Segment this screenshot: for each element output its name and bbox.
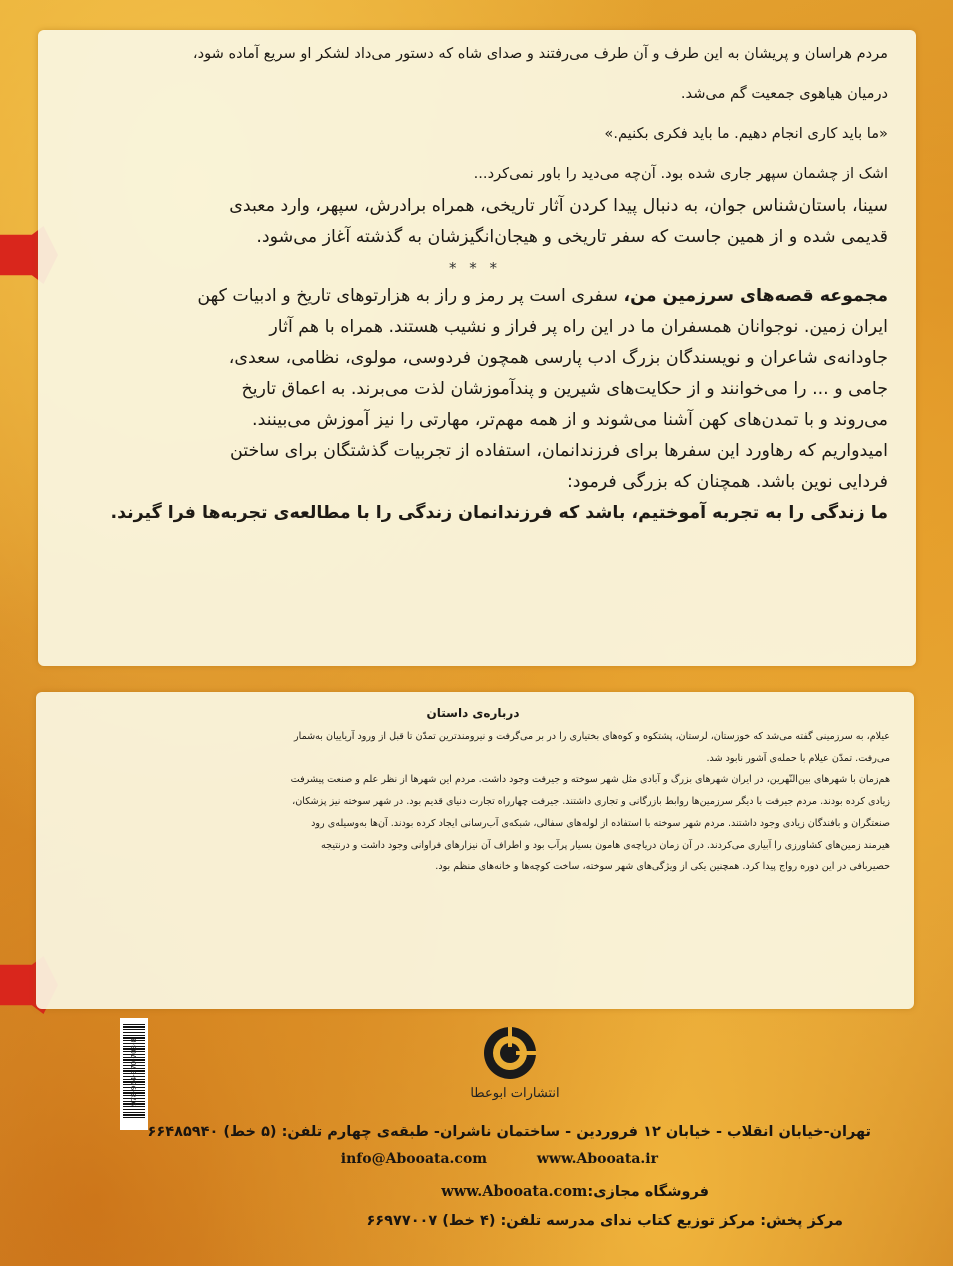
isbn-text: 978-964-370-703-8 [130, 1038, 138, 1107]
about-title: درباره‌ی داستان [426, 706, 520, 720]
series-line: جامی و ... را می‌خوانند و از حکایت‌های شیرین و پندآموزشان لذت می‌برند. به اعماق تاریخ [241, 379, 888, 399]
publisher-name: انتشارات ابوعطا [470, 1086, 560, 1101]
excerpt-line: درمیان هیاهوی جمعیت گم می‌شد. [680, 85, 888, 102]
online-store-label: فروشگاه مجازی: [587, 1184, 709, 1200]
excerpt-line: اشک از چشمان سپهر جاری شده بود. آن‌چه می‌دید را باور نمی‌کرد... [473, 165, 888, 182]
online-store-link[interactable]: www.Abooata.com [441, 1183, 588, 1200]
about-line: صنعتگران و بافندگان زیادی وجود داشتند. مردم شهر سوخته با استفاده از لوله‌های سفالی، شبکه‌ی آب‌رسانی ایجاد کرده بودند. آن‌ها به‌وسیله‌ی رود [311, 817, 890, 829]
series-text: سفری است پر رمز و راز به هزارتوهای تاریخ و ادبیات کهن [197, 286, 624, 306]
story-excerpt-panel [38, 30, 916, 666]
about-line: حصیربافی در این دوره رواج پیدا کرد. همچنین یکی از ویژگی‌های شهر سوخته، ساخت کوچه‌ها و خانه‌های منظم بود. [435, 861, 890, 873]
summary-line: سینا، باستان‌شناس جوان، به دنبال پیدا کردن آثار تاریخی، همراه برادرش، سپهر، وارد معبدی [229, 196, 888, 216]
about-story-panel [36, 692, 914, 1009]
about-line: هیرمند زمین‌های کشاورزی را آبیاری می‌کردند. در آن زمان دریاچه‌ی هامون بسیار پرآب بود و اطراف آن نیزارهای فراوانی وجود داشت و درنتیجه [321, 839, 890, 851]
series-line: فردایی نوین باشد. همچنان که بزرگی فرمود: [566, 472, 888, 492]
email-link[interactable]: info@Abooata.com [340, 1151, 488, 1167]
summary-line: قدیمی شده و از همین جاست که سفر تاریخی و هیجان‌انگیزشان به گذشته آغاز می‌شود. [256, 227, 888, 247]
series-line: ایران زمین. نوجوانان همسفران ما در این راه پر فراز و نشیب هستند. همراه با هم آثار [269, 317, 888, 337]
series-line [62, 281, 888, 312]
series-line: امیدواریم که رهاورد این سفرها برای فرزندانمان، استفاده از تجربیات گذشتگان برای ساختن [230, 441, 888, 461]
publisher-address: تهران-خیابان انقلاب - خیابان ۱۲ فروردین - ساختمان ناشران- طبقه‌ی چهارم تلفن: (۵ خط) ۶۶۴۸۵۹۴۰ [147, 1124, 871, 1140]
about-line: می‌رفت. تمدّن عیلام با حمله‌ی آشور نابود شد. [706, 752, 890, 764]
section-divider-stars: * * * [448, 259, 502, 277]
isbn-barcode [120, 1018, 148, 1130]
quote-line: ما زندگی را به تجربه آموختیم، باشد که فرزندانمان زندگی را با مطالعه‌ی تجربه‌ها فرا گیرند. [110, 503, 888, 523]
excerpt-line: «ما باید کاری انجام دهیم. ما باید فکری بکنیم.» [604, 125, 888, 142]
contact-line [341, 1151, 658, 1167]
publisher-logo-icon [482, 1025, 538, 1081]
website-link[interactable]: www.Abooata.ir [536, 1151, 658, 1167]
series-title: مجموعه قصه‌های سرزمین من، [623, 286, 888, 306]
series-line: می‌روند و با تمدن‌های کهن آشنا می‌شوند و از همه مهم‌تر، مهارتی را نیز آموزش می‌بینند. [252, 410, 888, 430]
series-line: جاودانه‌ی شاعران و نویسندگان بزرگ ادب پارسی همچون فردوسی، مولوی، نظامی، سعدی، [228, 348, 888, 368]
excerpt-line: مردم هراسان و پریشان به این طرف و آن طرف می‌رفتند و صدای شاه که دستور می‌داد لشکر او سریع آماده شود، [192, 45, 888, 62]
distribution-line: مرکز پخش: مرکز توزیع کتاب ندای مدرسه تلفن: (۴ خط) ۶۶۹۷۷۰۰۷ [366, 1213, 843, 1229]
about-line: زیادی کرده بودند. مردم جیرفت با دیگر سرزمین‌ها روابط بازرگانی و تجاری داشتند. جیرفت چهارراه تجارت دنیای قدیم بود. در شهر سوخته نیز پزشکان، [292, 796, 890, 808]
about-line: عیلام، به سرزمینی گفته می‌شد که خوزستان، لرستان، پشتکوه و کوه‌های بختیاری را در بر می‌گرفت و نیرومندترین تمدّن تا قبل از ورود آریاییان به‌شمار [294, 731, 890, 742]
online-store-line [441, 1183, 709, 1200]
about-line: هم‌زمان با شهرهای بین‌النّهرین، در ایران شهرهای بزرگ و آبادی مثل شهر سوخته و جیرفت وجود داشت. مردم این شهرها از نظر علم و صنعت پیشرفت [290, 774, 890, 786]
